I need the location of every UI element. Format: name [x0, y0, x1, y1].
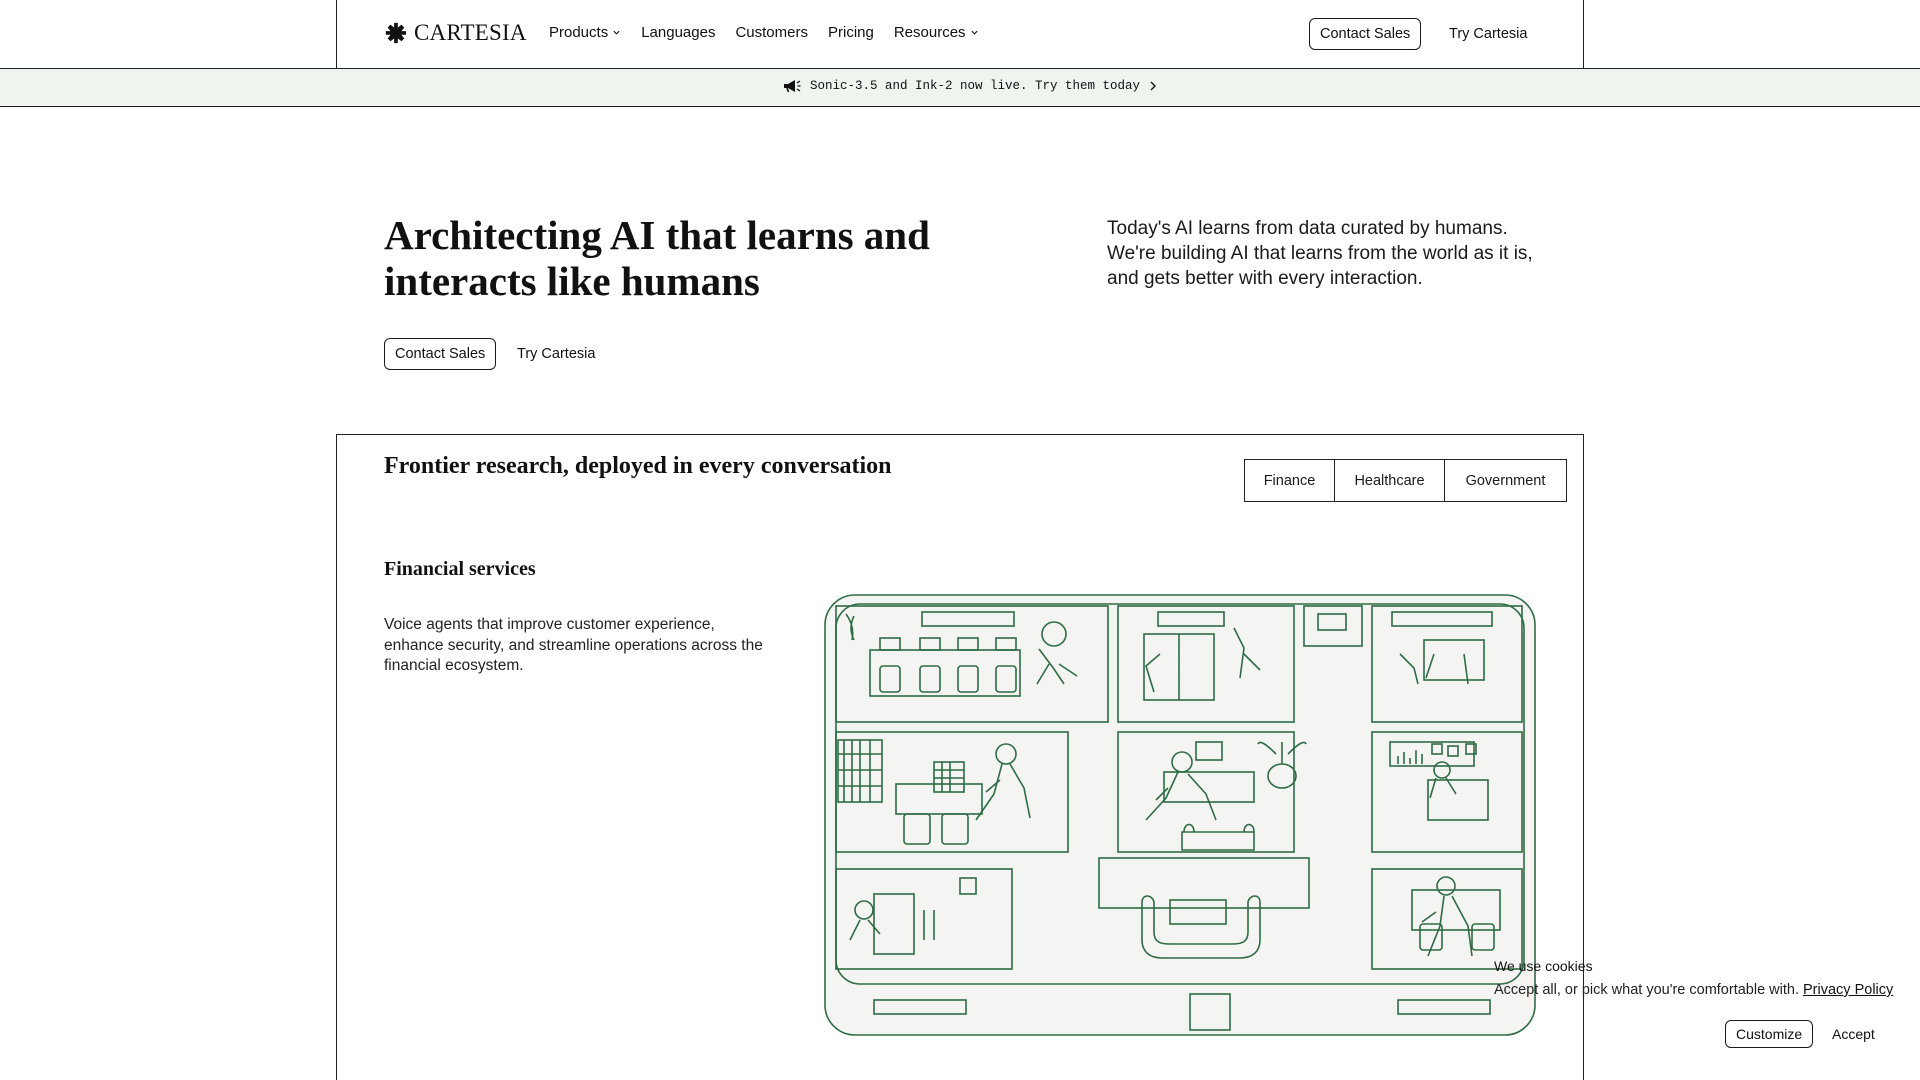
nav-languages[interactable] — [641, 24, 715, 41]
cookie-customize-button[interactable]: Customize — [1725, 1020, 1813, 1048]
tab-healthcare[interactable]: Healthcare — [1335, 460, 1445, 501]
panel-title: Financial services — [384, 558, 536, 580]
nav-languages-label: Languages — [641, 24, 716, 41]
nav-resources[interactable] — [894, 24, 979, 41]
nav-customers-label: Customers — [735, 24, 808, 41]
panel-description: Voice agents that improve customer experience, enhance security, and streamline operations across the financial ecosystem. — [384, 616, 763, 674]
chevron-down-icon — [612, 28, 621, 37]
hero-try-cartesia-link[interactable]: Try Cartesia — [517, 346, 596, 362]
nav-pricing-label: Pricing — [827, 24, 874, 41]
nav-resources-label: Resources — [893, 24, 966, 41]
main-nav — [549, 24, 979, 41]
chevron-down-icon — [970, 28, 979, 37]
cookie-message — [1494, 982, 1893, 998]
nav-customers[interactable] — [735, 24, 808, 41]
cartesia-logo-icon — [384, 21, 408, 45]
research-title: Frontier research, deployed in every conversation — [384, 453, 892, 479]
hero-contact-sales-button[interactable]: Contact Sales — [384, 338, 496, 370]
site-header — [0, 0, 1920, 68]
tab-finance[interactable]: Finance — [1245, 460, 1335, 501]
cookie-text: Accept all, or pick what you're comfortable with. — [1494, 982, 1799, 998]
tab-government[interactable]: Government — [1445, 460, 1566, 501]
nav-products-label: Products — [549, 24, 609, 41]
announcement-text: Sonic-3.5 and Ink-2 now live. Try them today — [810, 79, 1141, 93]
announcement-link[interactable] — [782, 79, 1158, 93]
industry-tabs — [1244, 459, 1567, 502]
chevron-right-icon — [1148, 80, 1158, 92]
hero-title: Architecting AI that learns and interacts like humans — [384, 212, 930, 304]
header-contact-sales-button[interactable]: Contact Sales — [1309, 18, 1421, 50]
hero-description: Today's AI learns from data curated by humans. We're building AI that learns from the world as it is, and gets better with every interaction. — [1107, 218, 1533, 289]
nav-products[interactable] — [549, 24, 621, 41]
cookie-title: We use cookies — [1494, 958, 1593, 974]
announcement-banner — [0, 69, 1920, 106]
logo-text: CARTESIA — [414, 20, 527, 45]
header-try-cartesia-link[interactable]: Try Cartesia — [1449, 26, 1528, 42]
privacy-policy-link[interactable]: Privacy Policy — [1803, 982, 1894, 998]
logo[interactable] — [384, 20, 527, 46]
cookie-accept-button[interactable]: Accept — [1832, 1026, 1875, 1042]
office-floorplan-illustration — [824, 594, 1536, 1036]
nav-pricing[interactable] — [828, 24, 874, 41]
banner-divider — [0, 106, 1920, 107]
megaphone-icon — [782, 79, 802, 93]
